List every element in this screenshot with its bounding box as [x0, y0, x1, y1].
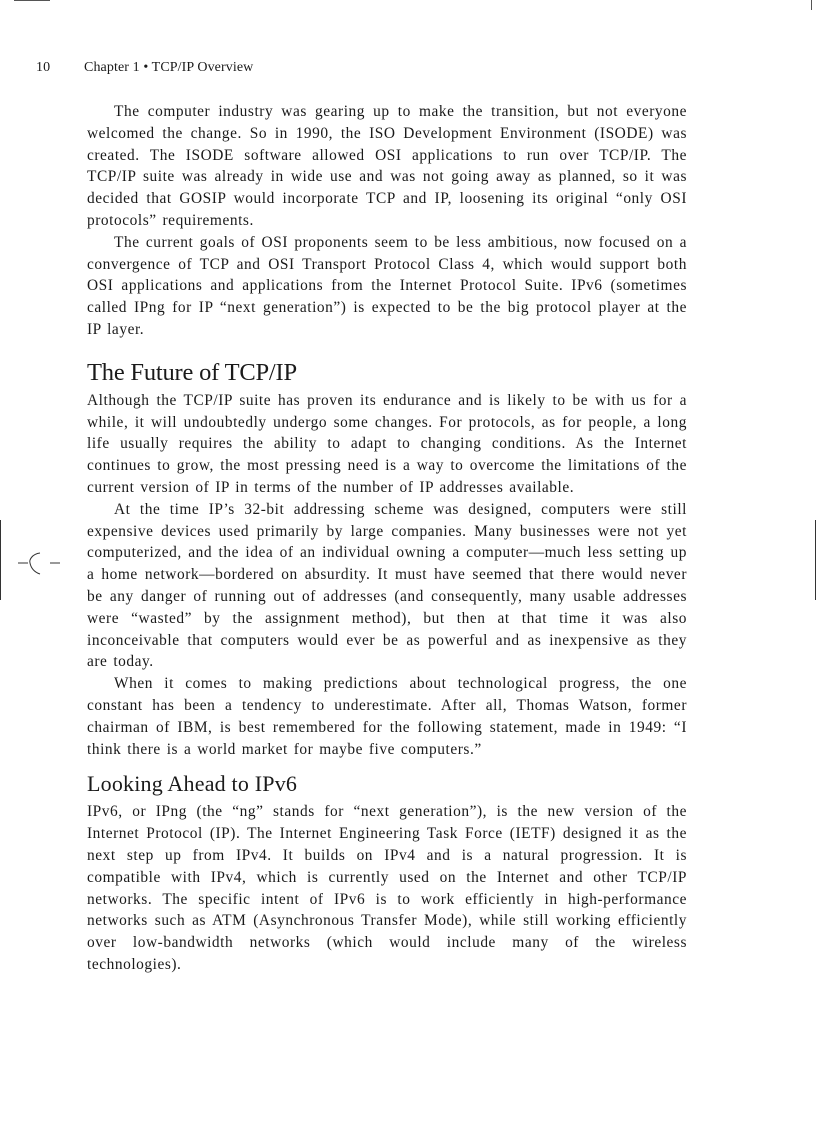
crop-mark-top-right	[811, 0, 812, 10]
running-title: Chapter 1 • TCP/IP Overview	[84, 60, 254, 75]
page-body	[87, 101, 687, 976]
future-paragraph: Although the TCP/IP suite has proven its endurance and is likely to be with us for a while, it will undoubtedly undergo some changes. For protocols, as for people, a long life usually requires the ability to adapt to changing conditions. As the Internet continues to grow, the most pressing need is a way to overcome the limitations of the current version of IP in terms of the number of IP addresses available.	[87, 391, 687, 496]
ipv6-paragraph: IPv6, or IPng (the “ng” stands for “next generation”), is the new version of the Internet Protocol (IP). The Internet Engineering Task Force (IETF) designed it as the next step up from IPv4. It builds on IPv4 and is a natural progression. It is compatible with IPv4, which is currently used on the Internet and other TCP/IP networks. The specific intent of IPv6 is to work efficiently in high-performance networks such as ATM (Asynchronous Transfer Mode), while still working efficiently over low-bandwidth networks (which would include many of the wireless technologies).	[87, 803, 687, 973]
page-number: 10	[36, 60, 51, 75]
intro-paragraph: The current goals of OSI proponents seem to be less ambitious, now focused on a convergence of TCP and OSI Transport Protocol Class 4, which would support both OSI applications and applications from the Internet Protocol Suite. IPv6 (sometimes called IPng for IP “next generation”) is expected to be the big protocol player at the IP layer.	[87, 233, 687, 338]
section-heading-ipv6: Looking Ahead to IPv6	[87, 771, 298, 797]
section-heading-future: The Future of TCP/IP	[87, 358, 297, 386]
crop-mark-top	[14, 0, 50, 1]
future-paragraph: When it comes to making predictions about technological progress, the one constant has been a tendency to underestimate. After all, Thomas Watson, former chairman of IBM, is best remembered for the following statement, made in 1949: “I think there is a world market for maybe five computers.”	[87, 675, 687, 758]
future-paragraph: At the time IP’s 32-bit addressing scheme was designed, computers were still expensive devices used primarily by large companies. Many businesses were not yet computerized, and the idea of an individual owning a computer—much less setting up a home network—bordered on absurdity. It must have seemed that there would never be any danger of running out of addresses (and consequently, many usable addresses were “wasted” by the assignment method), but then at that time it was also inconceivable that computers would ever be as powerful and as inexpensive as they are today.	[87, 500, 687, 671]
registration-mark-icon	[16, 548, 62, 578]
margin-rule-left	[0, 520, 1, 600]
running-header	[36, 60, 253, 76]
intro-paragraph: The computer industry was gearing up to make the transition, but not everyone welcomed the change. So in 1990, the ISO Development Environment (ISODE) was created. The ISODE software allowed OSI applications to run over TCP/IP. The TCP/IP suite was already in wide use and was not going away as planned, so it was decided that GOSIP would incorporate TCP and IP, loosening its original “only OSI protocols” requirements.	[87, 103, 687, 229]
